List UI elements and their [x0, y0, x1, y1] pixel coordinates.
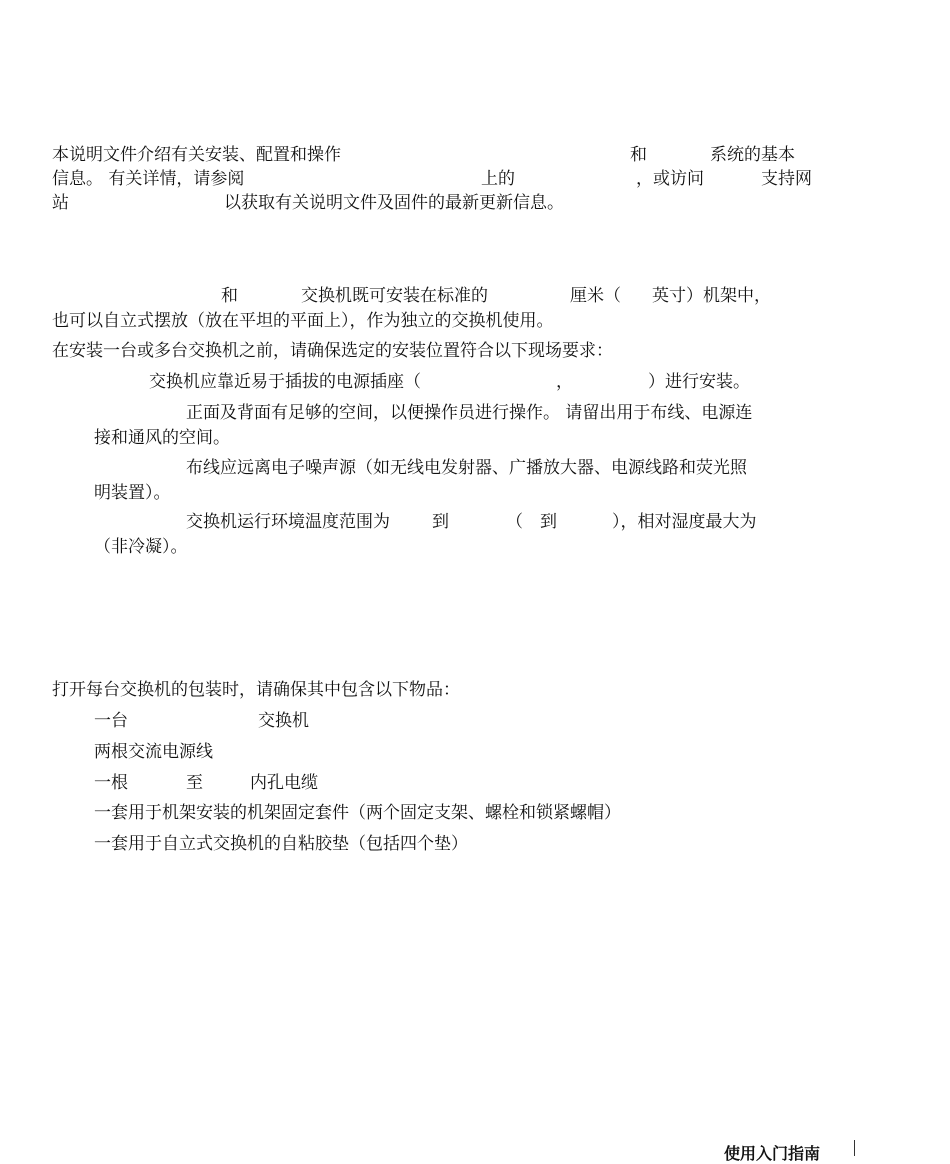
- req1-c: ）进行安装。: [648, 372, 750, 392]
- package-intro: 打开每台交换机的包装时，请确保其中包含以下物品：: [52, 680, 460, 700]
- package-item3-c: 内孔电缆: [250, 773, 318, 793]
- site-p1-b: 交换机既可安装在标准的: [301, 286, 488, 306]
- intro-line1-c: 系统的基本: [710, 145, 795, 165]
- site-p1-c: 厘米（: [570, 286, 621, 306]
- intro-line3-a: 站: [52, 193, 69, 213]
- intro-line1-a: 本说明文件介绍有关安装、配置和操作: [52, 145, 341, 165]
- site-p1-a: 和: [221, 286, 238, 306]
- site-p3: 在安装一台或多台交换机之前，请确保选定的安装位置符合以下现场要求：: [52, 341, 613, 361]
- package-item4: 一套用于机架安装的机架固定套件（两个固定支架、螺栓和锁紧螺帽）: [94, 803, 621, 823]
- package-item5: 一套用于自立式交换机的自粘胶垫（包括四个垫）: [94, 834, 468, 854]
- site-p1-d: 英寸）机架中，: [652, 286, 771, 306]
- site-p2: 也可以自立式摆放（放在平坦的平面上），作为独立的交换机使用。: [52, 311, 554, 331]
- req2-a: 正面及背面有足够的空间，以便操作员进行操作。 请留出用于布线、电源连: [186, 403, 753, 423]
- intro-line2-b: 上的: [481, 169, 515, 189]
- intro-line1-b: 和: [630, 145, 647, 165]
- req4-d: 到: [540, 512, 557, 532]
- req4-e: ），相对湿度最大为: [612, 512, 757, 532]
- req4-a: 交换机运行环境温度范围为: [186, 512, 390, 532]
- req2-b: 接和通风的空间。: [94, 428, 230, 448]
- req3-b: 明装置）。: [94, 483, 171, 503]
- intro-line2-a: 信息。 有关详情，请参阅: [52, 169, 245, 189]
- footer-separator: [854, 1140, 855, 1156]
- req4-b: 到: [432, 512, 449, 532]
- req4-f: （非冷凝）。: [94, 537, 188, 557]
- intro-line2-c: ，或访问: [636, 169, 704, 189]
- package-item3-a: 一根: [94, 773, 128, 793]
- req1-a: 交换机应靠近易于插拔的电源插座（: [149, 372, 421, 392]
- package-item1-a: 一台: [94, 711, 128, 731]
- package-item1-b: 交换机: [258, 711, 309, 731]
- footer-title: 使用入门指南: [724, 1144, 821, 1163]
- req1-b: ，: [556, 372, 573, 392]
- req4-c: （: [506, 512, 523, 532]
- intro-line3-b: 以获取有关说明文件及固件的最新更新信息。: [224, 193, 564, 213]
- intro-line2-d: 支持网: [761, 169, 812, 189]
- package-item2: 两根交流电源线: [94, 742, 213, 762]
- package-item3-b: 至: [186, 773, 203, 793]
- req3-a: 布线应远离电子噪声源（如无线电发射器、广播放大器、电源线路和荧光照: [186, 458, 747, 478]
